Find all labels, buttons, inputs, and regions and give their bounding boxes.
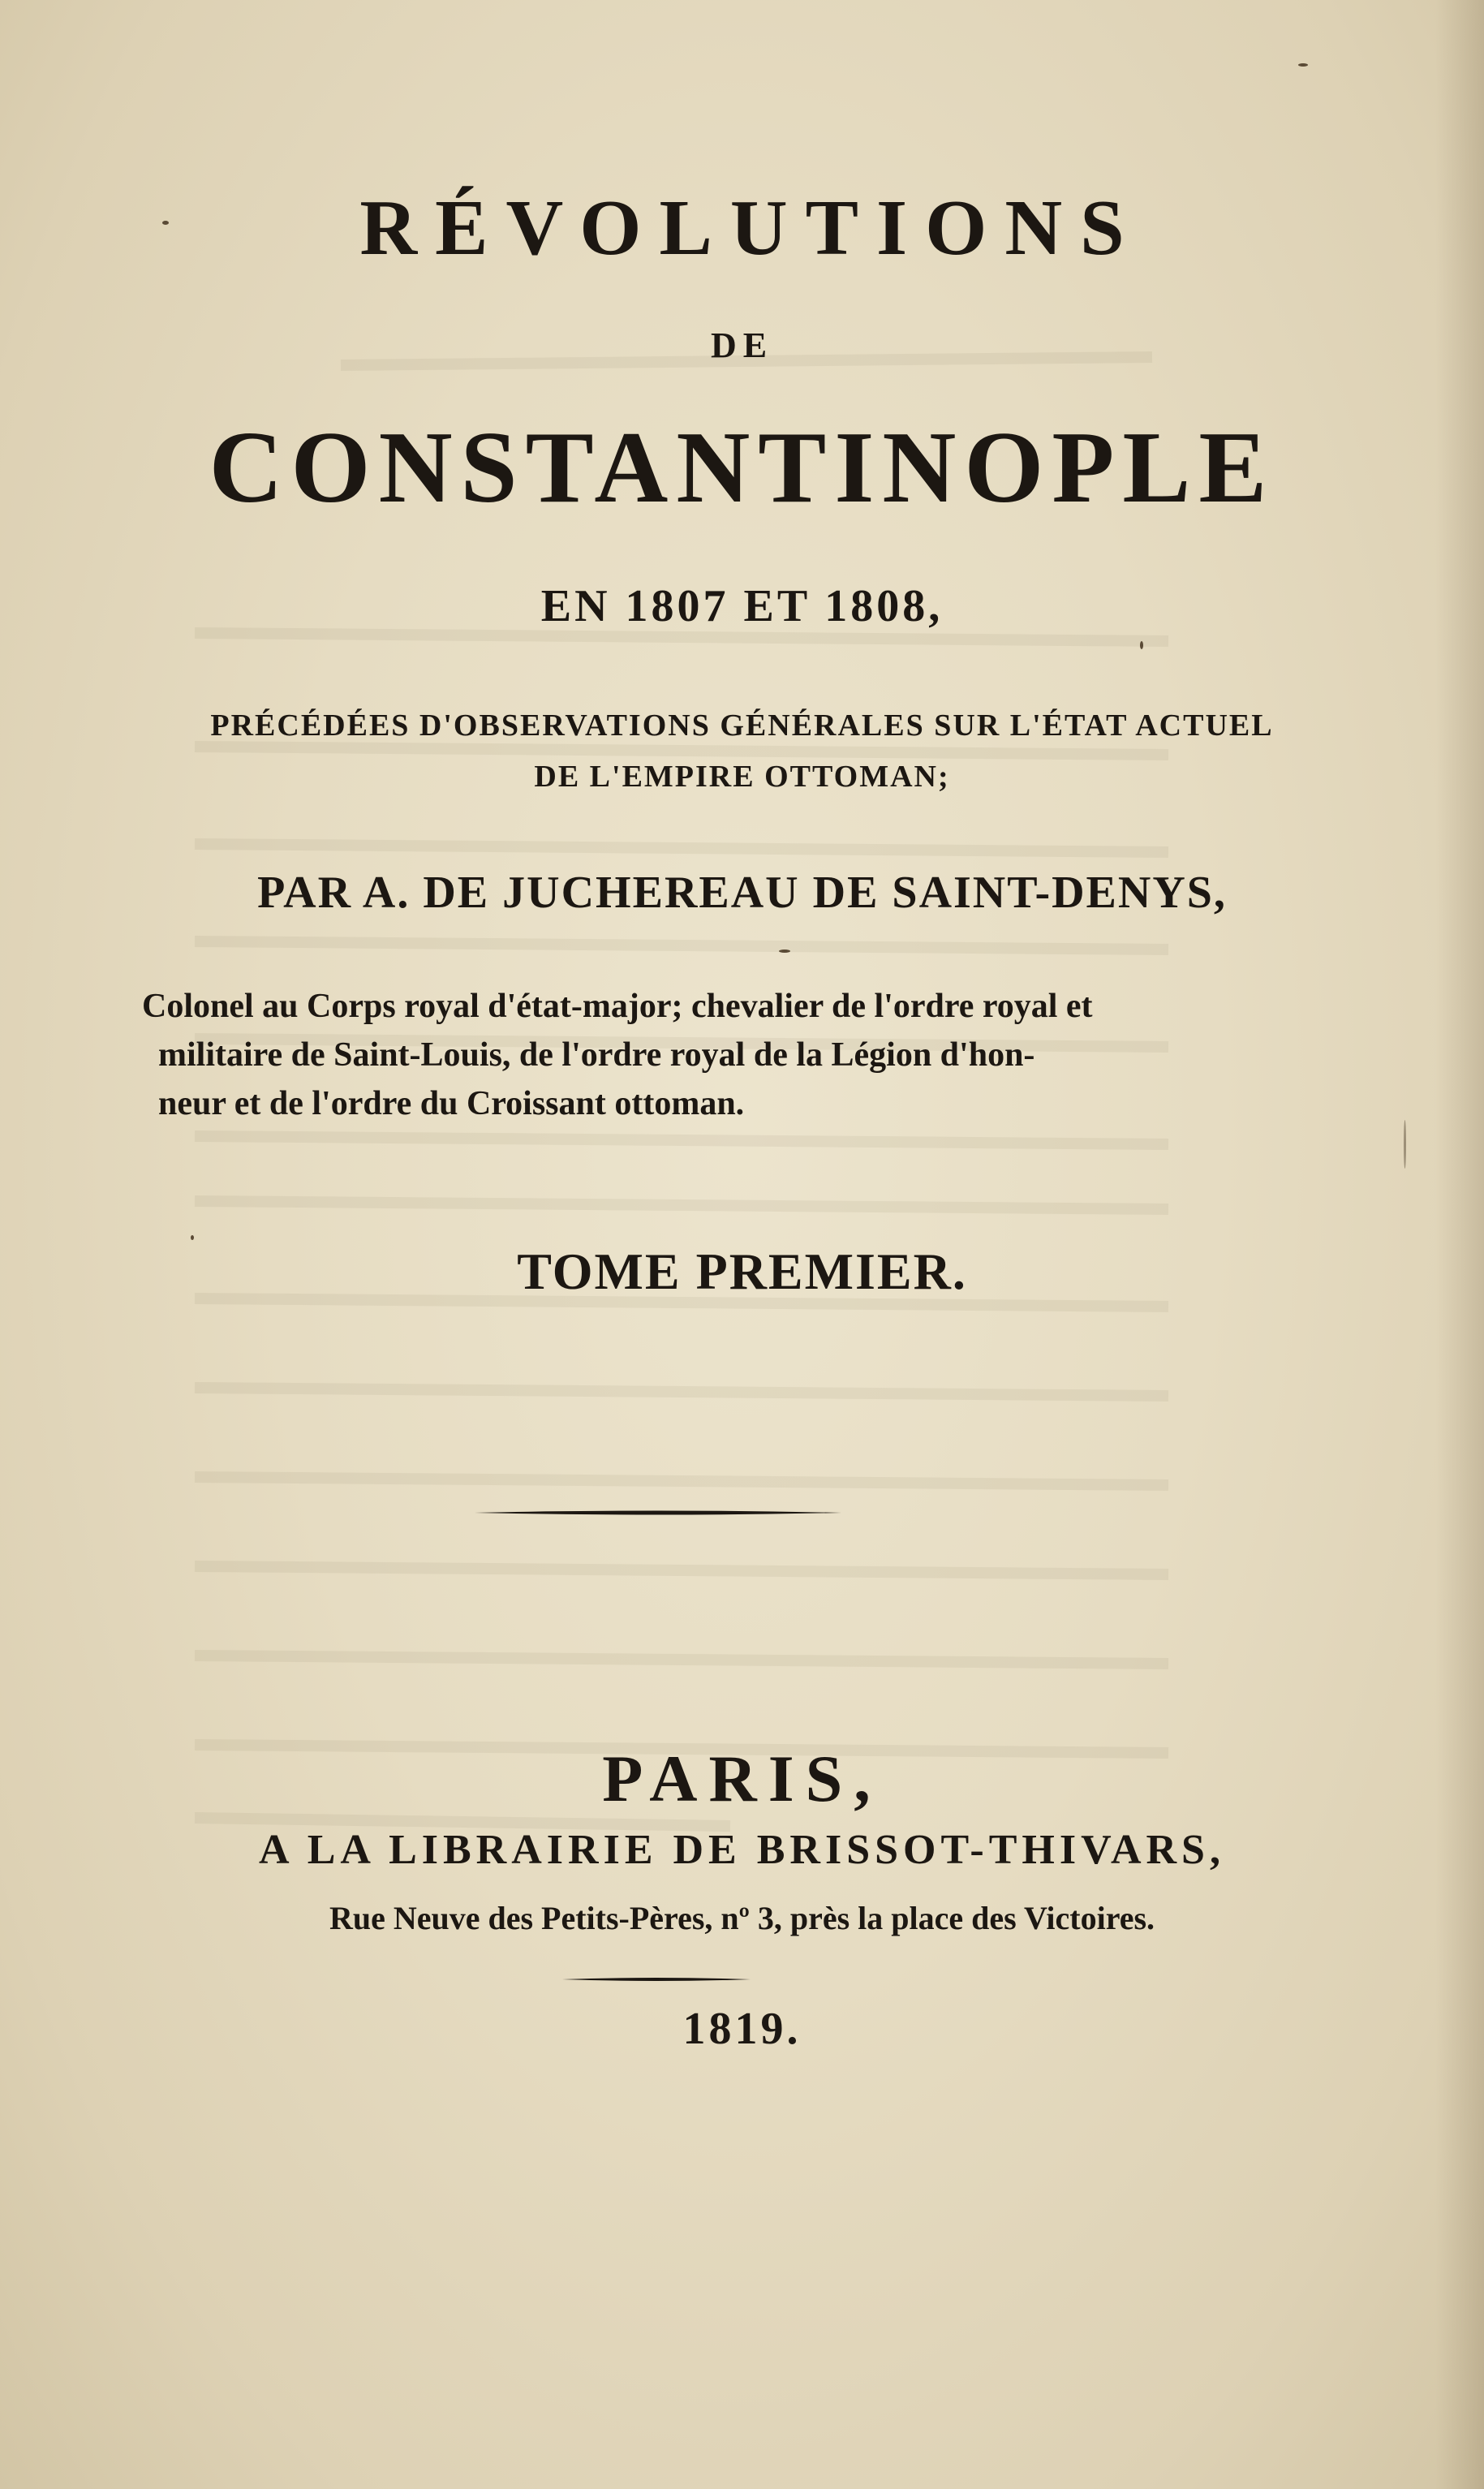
credentials-line: militaire de Saint-Louis, de l'ordre royal de la Légion d'hon- — [158, 1036, 1035, 1074]
publisher-address: Rue Neuve des Petits-Pères, nº 3, près la place des Victoires. — [329, 1900, 1155, 1936]
book-title: RÉVOLUTIONS — [359, 184, 1142, 272]
paper-speck — [191, 1235, 194, 1240]
paper-speck — [1404, 1120, 1406, 1169]
publisher-name: A LA LIBRAIRIE DE BRISSOT-THIVARS, — [259, 1827, 1225, 1873]
paper-speck — [779, 950, 790, 953]
paper-speck — [1298, 63, 1308, 67]
subtitle-line-1: PRÉCÉDÉES D'OBSERVATIONS GÉNÉRALES SUR L'ÉTAT ACTUEL — [210, 708, 1274, 743]
paper-speck — [1140, 641, 1143, 649]
short-rule — [562, 1976, 751, 1983]
author-credentials — [142, 982, 1197, 1128]
credentials-line: neur et de l'ordre du Croissant ottoman. — [158, 1085, 745, 1122]
credentials-line: Colonel au Corps royal d'état-major; chevalier de l'ordre royal et — [142, 988, 1093, 1025]
title-dates: EN 1807 ET 1808, — [540, 581, 944, 631]
author-line: PAR A. DE JUCHEREAU DE SAINT-DENYS, — [257, 868, 1227, 918]
title-city: CONSTANTINOPLE — [209, 411, 1275, 524]
publication-year: 1819. — [682, 2004, 802, 2054]
title-connector: DE — [710, 325, 774, 365]
ornamental-rule — [475, 1509, 841, 1516]
paper-speck — [162, 221, 169, 225]
imprint-city: PARIS, — [602, 1742, 882, 1815]
volume-label: TOME PREMIER. — [517, 1242, 967, 1300]
subtitle-line-2: DE L'EMPIRE OTTOMAN; — [534, 760, 950, 794]
